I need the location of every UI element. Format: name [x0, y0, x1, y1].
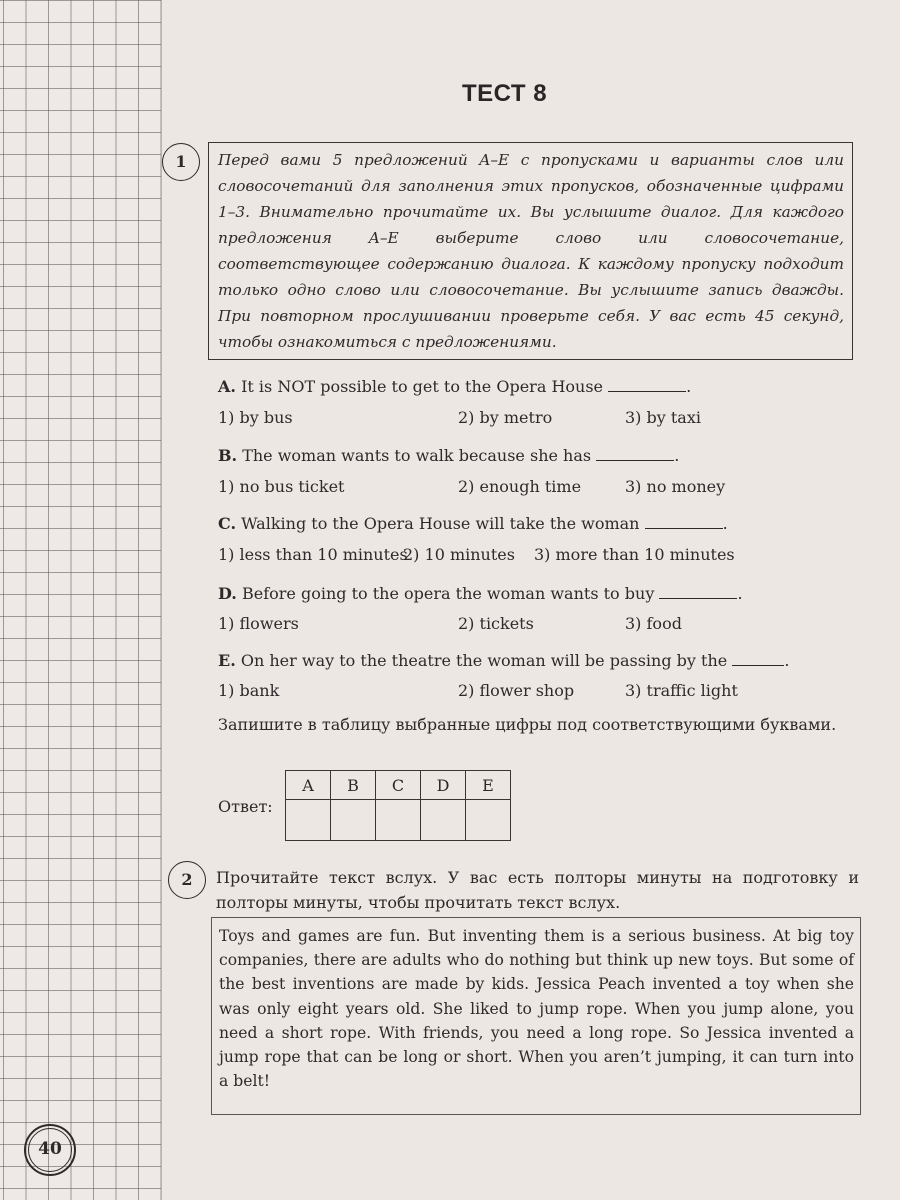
option: 2) flower shop [458, 681, 575, 700]
question-letter: D. [218, 584, 237, 603]
task-number: 1 [175, 152, 187, 171]
answer-table [285, 770, 511, 841]
page-number-badge [24, 1124, 76, 1176]
answer-cell-a[interactable] [286, 800, 331, 841]
option: 1) by bus [218, 408, 293, 427]
option: 2) 10 minutes [403, 545, 515, 564]
answer-column-header: B [331, 771, 376, 800]
option: 3) more than 10 minutes [534, 545, 735, 564]
task2-instruction: Прочитайте текст вслух. У вас есть полторы минуты на подготовку и полторы минуты, чтобы прочитать текст вслух. [216, 868, 859, 912]
option: 1) flowers [218, 614, 299, 633]
option: 2) by metro [458, 408, 553, 427]
answer-blank [645, 514, 723, 529]
task1-instructions: Перед вами 5 предложений A–E с пропусками и варианты слов или словосочетаний для заполнения этих пропусков, обозначенные цифрами 1–3. Внимательно прочитайте их. Вы услышите диалог. Для каждого предложения A–E выберите слово или словосочетание, соответствующее содержанию диалога. К каждому пропуску подходит только одно слово или словосочетание. Вы услышите запись дважды. При повторном прослушивании проверьте себя. У вас есть 45 секунд, чтобы ознакомиться с предложениями. [218, 151, 844, 351]
option: 3) by taxi [625, 408, 701, 427]
question-text: Before going to the opera the woman wants to buy [241, 584, 655, 603]
question-letter: A. [218, 377, 236, 396]
answer-cell-b[interactable] [331, 800, 376, 841]
table-instruction: Запишите в таблицу выбранные цифры под соответствующими буквами. [218, 715, 837, 734]
task-number-badge [162, 143, 200, 181]
option: 1) less than 10 minutes [218, 545, 408, 564]
question-a: A. It is NOT possible to get to the Opera House . [218, 377, 692, 396]
task-number: 2 [181, 870, 193, 889]
page-number: 40 [38, 1139, 62, 1159]
answer-column-header: A [286, 771, 331, 800]
question-e: E. On her way to the theatre the woman will be passing by the . [218, 651, 790, 670]
reading-text: Toys and games are fun. But inventing them is a serious business. At big toy companies, there are adults who do nothing but think up new toys. But some of the best inventions are made by kids. Jessica Peach invented a toy when she was only eight years old. She liked to jump rope. When you jump alone, you need a short rope. With friends, you need a long rope. So Jessica invented a jump rope that can be long or short. When you aren’t jumping, it can turn into a belt! [219, 927, 854, 1091]
answer-blank [596, 446, 674, 461]
question-letter: E. [218, 651, 236, 670]
option: 2) tickets [458, 614, 534, 633]
answer-label: Ответ: [218, 797, 273, 816]
option: 1) no bus ticket [218, 477, 345, 496]
question-text: The woman wants to walk because she has [242, 446, 592, 465]
question-text: Walking to the Opera House will take the woman [241, 514, 640, 533]
question-b: B. The woman wants to walk because she has . [218, 446, 680, 465]
answer-blank [608, 377, 686, 392]
answer-cell-d[interactable] [421, 800, 466, 841]
answer-column-header: E [466, 771, 511, 800]
option: 2) enough time [458, 477, 582, 496]
page-title: ТЕСТ 8 [462, 80, 548, 107]
reading-text-box [211, 917, 861, 1115]
answer-column-header: D [421, 771, 466, 800]
question-letter: C. [218, 514, 237, 533]
option: 3) no money [625, 477, 726, 496]
question-letter: B. [218, 446, 238, 465]
answer-blank [732, 651, 784, 666]
option: 1) bank [218, 681, 280, 700]
answer-column-header: C [376, 771, 421, 800]
answer-cell-c[interactable] [376, 800, 421, 841]
option: 3) food [625, 614, 682, 633]
option: 3) traffic light [625, 681, 738, 700]
question-c: C. Walking to the Opera House will take the woman . [218, 514, 728, 533]
task1-instructions-box [208, 142, 853, 360]
question-d: D. Before going to the opera the woman wants to buy . [218, 584, 743, 603]
answer-blank [659, 584, 737, 599]
graph-paper-margin [0, 0, 162, 1200]
question-text: On her way to the theatre the woman will be passing by the [240, 651, 728, 670]
question-text: It is NOT possible to get to the Opera House [241, 377, 604, 396]
answer-cell-e[interactable] [466, 800, 511, 841]
task-number-badge [168, 861, 206, 899]
